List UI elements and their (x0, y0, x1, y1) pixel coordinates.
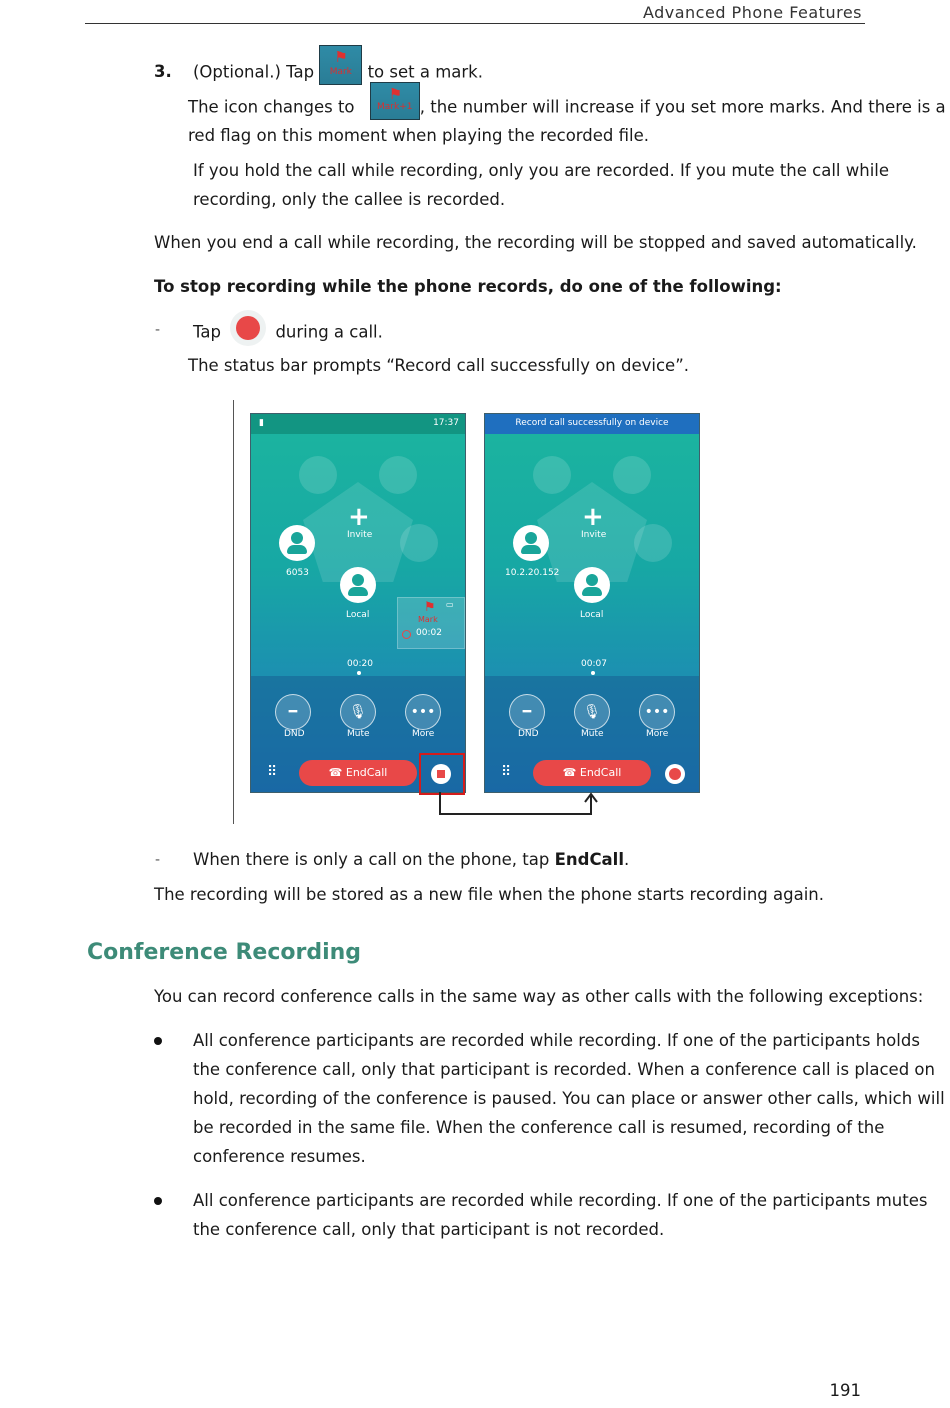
phone-hangup-icon: ☎ (562, 766, 577, 779)
call-duration: 00:20 (347, 659, 373, 669)
running-header: Advanced Phone Features (642, 3, 862, 22)
bullet2-line: the conference call, only that participant is not recorded. (193, 1220, 665, 1239)
bullet1-line: be recorded in the same file. When the conference call is resumed, recording of the (193, 1118, 885, 1137)
participant-avatar-icon[interactable] (513, 525, 549, 561)
marked-button-icon (370, 82, 420, 120)
status-bar (485, 414, 699, 434)
more-label: More (646, 729, 669, 739)
keypad-icon[interactable]: ⠿ (267, 764, 278, 780)
participant-name: 10.2.20.152 (505, 568, 560, 578)
step-number: 3. (154, 62, 172, 81)
mute-label: Mute (347, 729, 370, 739)
status-bar (251, 414, 465, 434)
invite-plus-icon[interactable]: + (582, 502, 604, 532)
marked-icon-label: Mark+1 (377, 102, 413, 112)
participant-name: 6053 (286, 568, 309, 578)
mute-icon[interactable]: 🎙︎ (340, 694, 376, 730)
phone-hangup-icon: ☎ (328, 766, 343, 779)
phone-screenshot-recording (250, 413, 466, 793)
header-rule (85, 23, 865, 24)
status-time: 17:37 (433, 418, 459, 428)
record-stop-icon (230, 310, 266, 346)
section-heading: Conference Recording (87, 940, 362, 965)
empty-slot (634, 524, 672, 562)
dnd-label: DND (518, 729, 539, 739)
mark-button-icon (319, 45, 362, 85)
red-flag-icon: ⚑ (334, 48, 348, 66)
page-indicator (591, 671, 595, 675)
dnd-icon[interactable]: ━ (509, 694, 545, 730)
stop-item1-tap: Tap (193, 322, 221, 342)
connector-arrow (430, 790, 610, 820)
empty-slot (299, 456, 337, 494)
bullet1-line: All conference participants are recorded while recording. If one of the participants holds (193, 1031, 920, 1050)
endcall-button[interactable] (299, 760, 417, 786)
step3-tap-suffix: to set a mark. (367, 62, 483, 82)
more-label: More (412, 729, 435, 739)
end-call-paragraph: When you end a call while recording, the recording will be stopped and saved automatically. (154, 233, 917, 252)
endcall-bold: EndCall (554, 850, 624, 869)
bullet1-line: the conference call, only that participant is recorded. When a conference call is placed on (193, 1060, 935, 1079)
status-message: Record call successfully on device (515, 418, 669, 428)
stop-item1-suffix: during a call. (275, 322, 383, 342)
mark-label: Mark (418, 615, 438, 624)
call-duration: 00:07 (581, 659, 607, 669)
mark-icon-label: Mark (329, 67, 352, 77)
stop-item2-line (193, 849, 629, 871)
invite-label: Invite (347, 530, 373, 540)
stop-item1-line (193, 320, 383, 346)
mute-icon[interactable]: 🎙︎ (574, 694, 610, 730)
page-number: 191 (829, 1381, 861, 1400)
more-icon[interactable]: ••• (405, 694, 441, 730)
list-dash: - (155, 852, 161, 868)
step3-line (193, 48, 483, 85)
list-dash: - (155, 322, 161, 338)
record-indicator-icon (402, 630, 411, 639)
conf-intro: You can record conference calls in the same way as other calls with the following exceptions: (154, 987, 924, 1006)
red-flag-icon: ⚑ (424, 600, 436, 615)
step3-changes-line (188, 85, 946, 120)
figure-left-rule (233, 400, 234, 824)
bullet2-line: All conference participants are recorded while recording. If one of the participants mutes (193, 1191, 928, 1210)
local-avatar-icon[interactable] (340, 567, 376, 603)
keypad-icon[interactable]: ⠿ (501, 764, 512, 780)
highlight-box (419, 753, 465, 795)
invite-label: Invite (581, 530, 607, 540)
stored-paragraph: The recording will be stored as a new file when the phone starts recording again. (154, 885, 824, 904)
empty-slot (379, 456, 417, 494)
changes-suffix: , the number will increase if you set more marks. And there is a (419, 97, 946, 117)
bullet-icon (154, 1197, 162, 1205)
mute-label: Mute (581, 729, 604, 739)
changes-prefix: The icon changes to (188, 97, 355, 117)
note-line1: If you hold the call while recording, only you are recorded. If you mute the call while (193, 161, 890, 180)
invite-plus-icon[interactable]: + (348, 502, 370, 532)
bullet1-line: conference resumes. (193, 1147, 366, 1166)
step3-line2: red flag on this moment when playing the recorded file. (188, 126, 650, 145)
endcall-button[interactable] (533, 760, 651, 786)
battery-icon: ▭ (446, 600, 454, 609)
empty-slot (533, 456, 571, 494)
local-label: Local (580, 610, 604, 620)
bullet1-line: hold, recording of the conference is paused. You can place or answer other calls, which will (193, 1089, 945, 1108)
participant-avatar-icon[interactable] (279, 525, 315, 561)
stop-item2-prefix: When there is only a call on the phone, tap (193, 850, 550, 869)
local-avatar-icon[interactable] (574, 567, 610, 603)
local-label: Local (346, 610, 370, 620)
red-flag-icon: ⚑ (388, 85, 403, 103)
status-bar-note: The status bar prompts “Record call successfully on device”. (188, 356, 690, 375)
phone-screenshot-saved (484, 413, 700, 793)
recording-popup[interactable] (397, 597, 465, 649)
endcall-label: EndCall (345, 766, 388, 779)
step3-tap-text: (Optional.) Tap (193, 62, 315, 82)
battery-icon: ▮ (259, 418, 264, 428)
note-line2: recording, only the callee is recorded. (193, 190, 506, 209)
record-timer: 00:02 (416, 628, 442, 638)
page-indicator (357, 671, 361, 675)
empty-slot (613, 456, 651, 494)
stop-item2-suffix: . (624, 850, 630, 869)
stop-recording-heading: To stop recording while the phone records, do one of the following: (154, 277, 782, 296)
dnd-icon[interactable]: ━ (275, 694, 311, 730)
record-button[interactable] (665, 764, 685, 784)
dnd-label: DND (284, 729, 305, 739)
endcall-label: EndCall (579, 766, 622, 779)
empty-slot (400, 524, 438, 562)
more-icon[interactable]: ••• (639, 694, 675, 730)
bullet-icon (154, 1037, 162, 1045)
